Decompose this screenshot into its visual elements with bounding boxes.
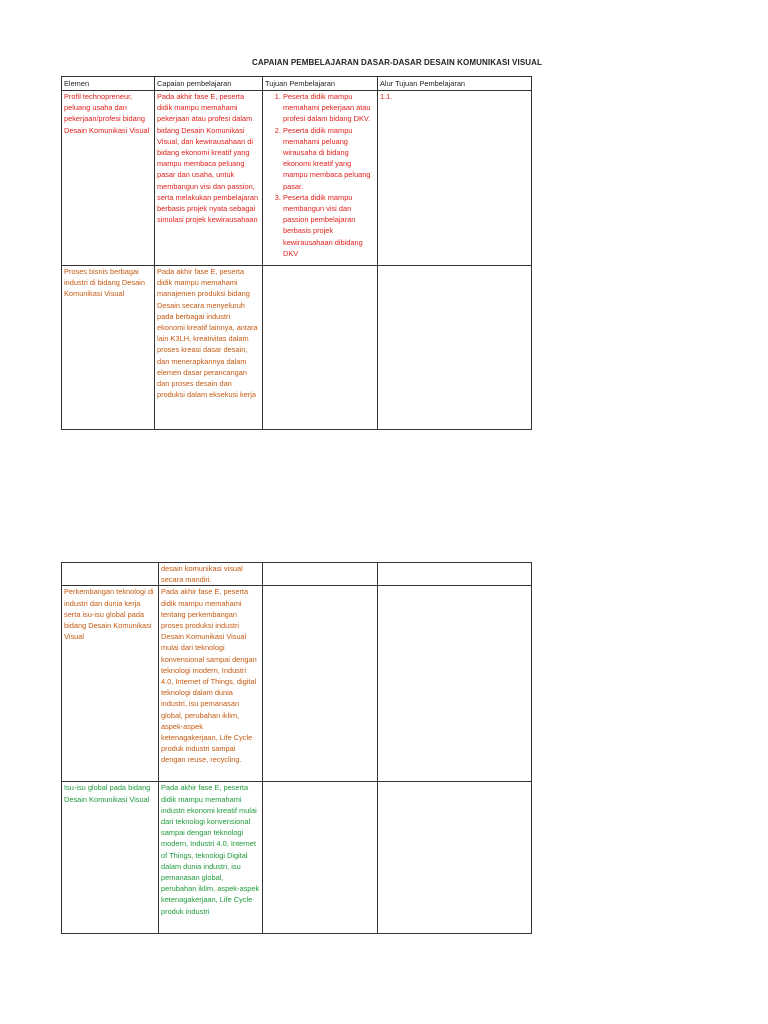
list-item: 1. Peserta didik mampu memahami pekerjaan atau profesi dalam bidang DKV. [283, 91, 375, 125]
cell-tujuan [263, 91, 378, 266]
table-row [62, 91, 532, 266]
cell-capaian: Pada akhir fase E, peserta didik mampu memahami industri ekonomi kreatif mulai dari teknologi konvensional sampai dengan teknologi modern, Industri 4.0, Internet of Things, teknologi Digital dalam dunia industri, isu pemanasan global, perubahan iklim, aspek-aspek ketenagakerjaan, Life Cycle produk industri [159, 782, 263, 934]
cell-elemen: Perkembangan teknologi di industri dan dunia kerja serta isu-isu global pada bidang Desain Komunikasi Visual [62, 586, 159, 782]
table-row [62, 563, 532, 586]
cell-capaian: Pada akhir fase E, peserta didik mampu memahami manajemen produksi bidang Desain secara menyeluruh pada berbagai industri ekonomi kreatif lainnya, antara lain K3LH, kreativitas dalam proses kreasi dasar desain, dan menerapkannya dalam elemen dasar perancangan dan proses desain dan produksi dalam eksekusi kerja [155, 266, 263, 430]
table-row [62, 586, 532, 782]
cell-tujuan [263, 782, 378, 934]
tujuan-list [265, 91, 375, 259]
header-tujuan: Tujuan Pembelajaran [263, 77, 378, 91]
cell-elemen: Isu-isu global pada bidang Desain Komunikasi Visual [62, 782, 159, 934]
cell-alur [378, 266, 532, 430]
list-item: 3. Peserta didik mampu membangun visi dan passion pembelajaran berbasis projek kewirausahaan dibidang DKV [283, 192, 375, 259]
cell-capaian: Pada akhir fase E, peserta didik mampu memahami tentang perkembangan proses produksi industri Desain Komunikasi Visual mulai dari teknologi konvensional sampai dengan teknologi modern, Industri 4.0, Internet of Things, digital teknologi dalam dunia industri, isu pemanasan global, perubahan iklim, aspek-aspek ketenagakerjaan, Life Cycle produk industri sampai dengan reuse, recycling. [159, 586, 263, 782]
cell-alur [378, 563, 532, 586]
cell-elemen: Profil technopreneur, peluang usaha dan pekerjaan/profesi bidang Desain Komunikasi Visual [62, 91, 155, 266]
list-item: 2. Peserta didik mampu memahami peluang wirausaha di bidang ekonomi kreatif yang mampu membaca peluang pasar. [283, 125, 375, 192]
capaian-table-page-1 [61, 76, 532, 430]
cell-elemen: Proses bisnis berbagai industri di bidang Desain Komunikasi Visual [62, 266, 155, 430]
cell-elemen [62, 563, 159, 586]
page-title: CAPAIAN PEMBELAJARAN DASAR-DASAR DESAIN KOMUNIKASI VISUAL [251, 58, 542, 67]
cell-alur [378, 782, 532, 934]
cell-capaian: Pada akhir fase E, peserta didik mampu memahami pekerjaan atau profesi dalam bidang Desain Komunikasi Visual, dan kewirausahaan di bidang ekonomi kreatif yang mampu membaca peluang pasar dan usaha, untuk membangun visi dan passion, serta melakukan pembelajaran berbasis projek nyata sebagai simulasi projek kewirausahaan [155, 91, 263, 266]
cell-tujuan [263, 563, 378, 586]
cell-alur: 1.1. [378, 91, 532, 266]
cell-alur [378, 586, 532, 782]
header-alur: Alur Tujuan Pembelajaran [378, 77, 532, 91]
cell-capaian: desain komunikasi visual secara mandiri. [159, 563, 263, 586]
table-row [62, 266, 532, 430]
table-header-row [62, 77, 532, 91]
table-row [62, 782, 532, 934]
cell-tujuan [263, 266, 378, 430]
capaian-table-page-2 [61, 562, 532, 934]
header-capaian: Capaian pembelajaran [155, 77, 263, 91]
header-elemen: Elemen [62, 77, 155, 91]
cell-tujuan [263, 586, 378, 782]
